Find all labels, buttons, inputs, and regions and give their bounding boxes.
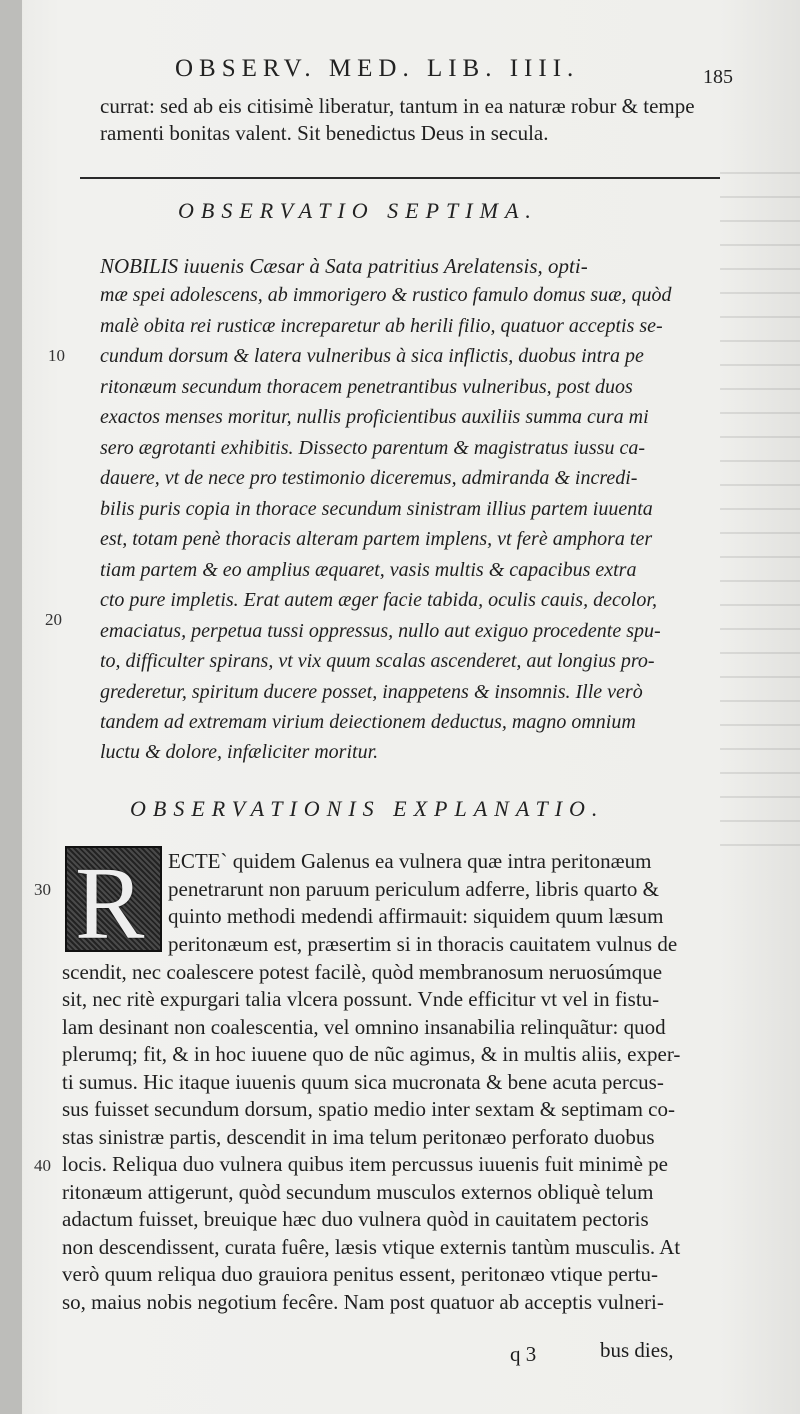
expl-line-15: non descendissent, curata fuêre, læsis vtique externis tantùm musculis. At bbox=[62, 1235, 681, 1259]
obs-line-4: cundum dorsum & latera vulneribus à sica inflictis, duobus intra pe bbox=[100, 345, 644, 367]
line-number-40: 40 bbox=[34, 1156, 51, 1175]
obs-line-16: tandem ad extremam virium deiectionem deductus, magno omnium bbox=[100, 711, 636, 733]
obs-line-15: grederetur, spiritum ducere posset, inappetens & insomnis. Ille verò bbox=[100, 681, 643, 703]
line-number-30: 30 bbox=[34, 880, 51, 899]
catchword: bus dies, bbox=[600, 1338, 674, 1362]
observation-heading: OBSERVATIO SEPTIMA. bbox=[178, 198, 538, 223]
expl-line-2: penetrarunt non paruum periculum adferre, libris quarto & bbox=[168, 877, 659, 901]
expl-line-8: plerumq; fit, & in hoc iuuene quo de nũc agimus, & in multis aliis, exper- bbox=[62, 1042, 681, 1066]
drop-capital bbox=[65, 846, 162, 961]
section-rule bbox=[80, 177, 720, 179]
running-head: OBSERV. MED. LIB. IIII. bbox=[175, 55, 580, 82]
expl-line-10: sus fuisset secundum dorsum, spatio medio inter sextam & septimam co- bbox=[62, 1097, 675, 1121]
obs-line-10: est, totam penè thoracis alteram partem implens, vt ferè amphora ter bbox=[100, 528, 653, 550]
expl-line-1: ECTE` quidem Galenus ea vulnera quæ intra peritonæum bbox=[168, 849, 652, 873]
line-number-10: 10 bbox=[48, 346, 65, 365]
expl-line-14: adactum fuisset, breuique hæc duo vulnera quòd in cauitatem pectoris bbox=[62, 1207, 649, 1231]
top-line-1: currat: sed ab eis citisimè liberatur, tantum in ea naturæ robur & tempe bbox=[100, 94, 695, 118]
obs-line-14: to, difficulter spirans, vt vix quum scalas ascenderet, aut longius pro- bbox=[100, 650, 655, 672]
folio-number: 185 bbox=[703, 66, 733, 88]
expl-line-3: quinto methodi medendi affirmauit: siquidem quum læsum bbox=[168, 904, 664, 928]
expl-line-6: sit, nec ritè expurgari talia vlcera possunt. Vnde efficitur vt vel in fistu- bbox=[62, 987, 660, 1011]
obs-line-11: tiam partem & eo amplius æquaret, vasis multis & capacibus extra bbox=[100, 559, 637, 581]
expl-line-13: ritonæum attigerunt, quòd secundum musculos externos obliquè telum bbox=[62, 1180, 654, 1204]
expl-line-5: scendit, nec coalescere potest facilè, quòd membranosum neruosúmque bbox=[62, 960, 663, 984]
expl-line-12: locis. Reliqua duo vulnera quibus item percussus iuuenis fuit minimè pe bbox=[62, 1152, 668, 1176]
expl-line-17: so, maius nobis negotium fecêre. Nam post quatuor ab acceptis vulneri- bbox=[62, 1290, 664, 1314]
obs-line-3: malè obita rei rusticæ increparetur ab herili filio, quatuor acceptis se- bbox=[100, 315, 663, 337]
obs-line-5: ritonæum secundum thoracem penetrantibus vulneribus, post duos bbox=[100, 376, 633, 398]
explanation-heading: OBSERVATIONIS EXPLANATIO. bbox=[130, 796, 605, 821]
line-number-20: 20 bbox=[45, 610, 62, 629]
obs-line-8: dauere, vt de nece pro testimonio diceremus, admiranda & incredi- bbox=[100, 467, 638, 489]
obs-line-13: emaciatus, perpetua tussi oppressus, nullo aut exiguo procedente spu- bbox=[100, 620, 661, 642]
expl-line-9: ti sumus. Hic itaque iuuenis quum sica mucronata & bene acuta percus- bbox=[62, 1070, 664, 1094]
expl-line-16: verò quum reliqua duo grauiora penitus essent, peritonæo vtique pertu- bbox=[62, 1262, 659, 1286]
obs-line-17: luctu & dolore, infæliciter moritur. bbox=[100, 741, 379, 763]
obs-line-1: NOBILIS iuuenis Cæsar à Sata patritius Arelatensis, opti- bbox=[100, 254, 588, 278]
obs-line-7: sero ægrotanti exhibitis. Dissecto parentum & magistratus iussu ca- bbox=[100, 437, 645, 459]
obs-line-12: cto pure impletis. Erat autem æger facie tabida, oculis cauis, decolor, bbox=[100, 589, 657, 611]
obs-line-6: exactos menses moritur, nullis proficientibus auxiliis summa cura mi bbox=[100, 406, 649, 428]
drop-capital-letter: R bbox=[75, 846, 145, 961]
page-gutter bbox=[0, 0, 22, 1414]
obs-line-2: mæ spei adolescens, ab immorigero & rustico famulo domus suæ, quòd bbox=[100, 284, 672, 306]
signature-mark: q 3 bbox=[510, 1342, 537, 1366]
expl-line-4: peritonæum est, præsertim si in thoracis cauitatem vulnus de bbox=[168, 932, 678, 956]
obs-line-9: bilis puris copia in thorace secundum sinistram illius partem iuuenta bbox=[100, 498, 653, 520]
expl-line-7: lam desinant non coalescentia, vel omnino insanabilia relinquãtur: quod bbox=[62, 1015, 666, 1039]
show-through-text bbox=[720, 150, 800, 850]
expl-line-11: stas sinistræ partis, descendit in ima telum peritonæo perforato duobus bbox=[62, 1125, 655, 1149]
top-line-2: ramenti bonitas valent. Sit benedictus Deus in secula. bbox=[100, 121, 549, 145]
